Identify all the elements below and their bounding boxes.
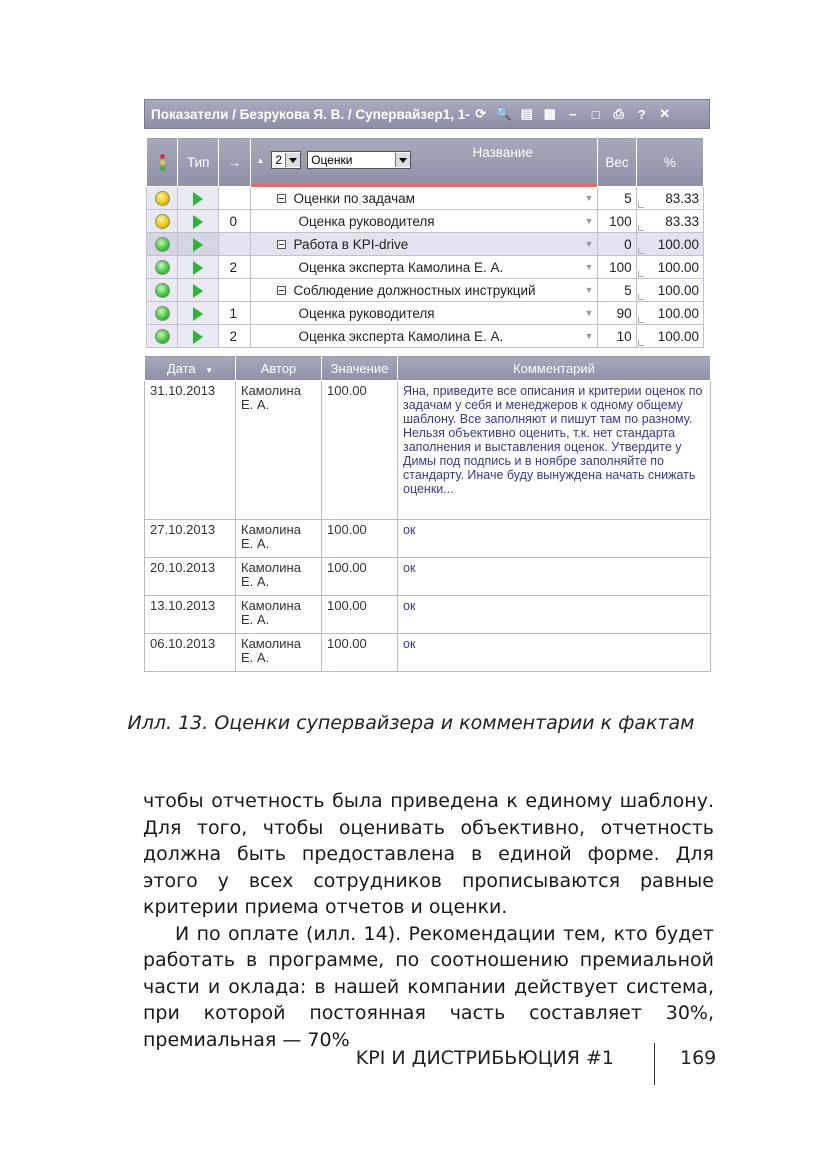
date-cell: 13.10.2013 <box>145 596 236 634</box>
print-icon[interactable]: ⎙ <box>613 106 624 121</box>
body-text <box>143 788 714 1053</box>
status-light <box>147 325 178 348</box>
chevron-down-icon[interactable]: ▼ <box>584 262 594 272</box>
value-header[interactable]: Значение <box>322 356 398 381</box>
kpi-row[interactable] <box>147 210 704 233</box>
percent-cell <box>636 279 703 302</box>
comment-cell: Яна, приведите все описания и критерии оценок по задачам у себя и менеджеров к одному общему шаблону. Все заполняют и пишут там по разному. Нельзя объективно оценить, т.к. нет стандарта заполнения и выставления оценок. Утвердите у Димы под подпись и в ноябре заполняйте по стандарту. Иначе буду вынуждена начать снижать оценки... <box>398 381 711 520</box>
name-header-label: Название <box>472 145 533 160</box>
comment-header[interactable]: Комментарий <box>398 356 711 381</box>
chevron-down-icon[interactable]: ▼ <box>584 331 594 341</box>
status-light <box>147 279 178 302</box>
author-cell: Камолина Е. А. <box>236 558 322 596</box>
filter-select[interactable] <box>307 151 411 169</box>
type-header[interactable]: Тип <box>178 138 219 187</box>
percent-value: 100.00 <box>657 259 699 275</box>
name-cell[interactable] <box>250 187 598 210</box>
running-footer-title: KPI И ДИСТРИБЬЮЦИЯ #1 <box>355 1047 614 1069</box>
percent-cell <box>636 325 703 348</box>
window-toolbar <box>474 107 672 121</box>
level-cell <box>219 233 250 256</box>
value-cell: 100.00 <box>322 596 398 634</box>
percent-cell <box>636 233 703 256</box>
comment-row[interactable] <box>145 520 711 558</box>
weight-header[interactable]: Вес <box>598 138 636 187</box>
author-cell: Камолина Е. А. <box>236 520 322 558</box>
chevron-down-icon[interactable]: ▼ <box>584 193 594 203</box>
window-title: Показатели / Безрукова Я. В. / Супервайзер1, 1- <box>151 106 470 122</box>
type-cell[interactable] <box>178 325 219 348</box>
level-cell: 0 <box>219 210 250 233</box>
type-cell[interactable] <box>178 279 219 302</box>
date-header[interactable] <box>145 356 236 381</box>
page-number: 169 <box>680 1047 717 1069</box>
comment-row[interactable] <box>145 381 711 520</box>
play-icon <box>193 261 203 275</box>
paragraph: И по оплате (илл. 14). Рекомендации тем, кто будет работать в программе, по соотношению премиальной части и оклада: в нашей компании действует система, при которой постоянная часть составляет 30%, премиальная — 70% <box>143 922 714 1051</box>
date-cell: 27.10.2013 <box>145 520 236 558</box>
yellow-status-icon <box>155 191 170 206</box>
kpi-row[interactable] <box>147 187 704 210</box>
weight-cell[interactable]: 5 <box>598 187 636 210</box>
type-cell[interactable] <box>178 256 219 279</box>
level-cell: 2 <box>219 256 250 279</box>
collapse-icon[interactable] <box>277 240 286 249</box>
weight-cell[interactable]: 10 <box>598 325 636 348</box>
kpi-row[interactable] <box>147 325 704 348</box>
search-icon[interactable]: 🔍 <box>495 106 512 121</box>
sort-up-icon[interactable]: ▲ <box>256 155 265 165</box>
green-status-icon <box>155 306 170 321</box>
comments-table <box>144 355 711 672</box>
green-status-icon <box>155 260 170 275</box>
play-icon <box>193 284 203 298</box>
play-icon <box>193 307 203 321</box>
percent-value: 83.33 <box>665 213 699 229</box>
refresh-icon[interactable]: ⟳ <box>475 106 487 121</box>
window-titlebar <box>144 99 710 129</box>
help-icon[interactable]: ? <box>637 106 646 122</box>
name-cell[interactable] <box>250 302 598 325</box>
weight-cell[interactable]: 90 <box>598 302 636 325</box>
comment-cell: ок <box>398 520 711 558</box>
green-status-icon <box>155 237 170 252</box>
kpi-name: Оценка эксперта Камолина Е. А. <box>298 328 504 344</box>
figure-caption: Илл. 13. Оценки супервайзера и комментарии к фактам <box>127 712 695 734</box>
traffic-light-header[interactable] <box>147 138 178 187</box>
date-cell: 31.10.2013 <box>145 381 236 520</box>
resize-corner-icon <box>638 248 644 254</box>
kpi-row[interactable] <box>147 256 704 279</box>
weight-cell[interactable]: 100 <box>598 256 636 279</box>
chevron-down-icon <box>395 153 410 167</box>
kpi-row[interactable] <box>147 233 704 256</box>
date-cell: 06.10.2013 <box>145 634 236 672</box>
csv-icon[interactable]: ▦ <box>543 106 556 121</box>
minimize-icon[interactable]: − <box>568 106 577 122</box>
type-cell[interactable] <box>178 233 219 256</box>
collapse-icon[interactable] <box>277 286 286 295</box>
comment-cell: ок <box>398 558 711 596</box>
green-status-icon <box>155 283 170 298</box>
play-icon <box>193 192 203 206</box>
kpi-window <box>144 99 710 672</box>
value-cell: 100.00 <box>322 634 398 672</box>
play-icon <box>193 330 203 344</box>
percent-value: 100.00 <box>657 328 699 344</box>
weight-cell[interactable]: 0 <box>598 233 636 256</box>
percent-cell <box>636 210 703 233</box>
weight-cell[interactable]: 5 <box>598 279 636 302</box>
date-cell: 20.10.2013 <box>145 558 236 596</box>
level-select-value: 2 <box>275 153 283 167</box>
type-cell[interactable] <box>178 302 219 325</box>
kpi-row[interactable] <box>147 279 704 302</box>
traffic-light-icon <box>148 154 176 171</box>
value-cell: 100.00 <box>322 381 398 520</box>
author-cell: Камолина Е. А. <box>236 596 322 634</box>
status-light <box>147 256 178 279</box>
comment-row[interactable] <box>145 596 711 634</box>
comment-cell: ок <box>398 634 711 672</box>
percent-value: 100.00 <box>657 282 699 298</box>
resize-corner-icon <box>638 271 644 277</box>
weight-cell[interactable]: 100 <box>598 210 636 233</box>
green-status-icon <box>155 329 170 344</box>
name-cell[interactable] <box>250 210 598 233</box>
percent-cell <box>636 302 703 325</box>
author-header[interactable]: Автор <box>236 356 322 381</box>
chevron-down-icon <box>285 153 300 167</box>
percent-value: 100.00 <box>657 236 699 252</box>
level-cell <box>219 279 250 302</box>
value-cell: 100.00 <box>322 520 398 558</box>
collapse-icon[interactable] <box>277 194 286 203</box>
resize-corner-icon <box>638 202 644 208</box>
kpi-name: Оценки по задачам <box>293 190 415 206</box>
header-red-underline <box>251 184 598 187</box>
play-icon <box>193 238 203 252</box>
name-cell[interactable] <box>250 325 598 348</box>
comment-row[interactable] <box>145 558 711 596</box>
resize-corner-icon <box>638 317 644 323</box>
comment-row[interactable] <box>145 634 711 672</box>
resize-corner-icon <box>638 340 644 346</box>
paragraph: чтобы отчетность была приведена к единому шаблону. Для того, чтобы оценивать объективно, отчетность должна быть предоставлена в единой форме. Для этого у всех сотрудников прописываются равные критерии приема отчетов и оценки. <box>143 790 714 918</box>
kpi-name: Оценка руководителя <box>298 305 435 321</box>
status-light <box>147 302 178 325</box>
maximize-icon[interactable]: □ <box>591 106 600 122</box>
footer-divider <box>654 1043 655 1085</box>
level-cell <box>219 187 250 210</box>
resize-corner-icon <box>638 294 644 300</box>
chevron-down-icon[interactable]: ▼ <box>584 285 594 295</box>
value-cell: 100.00 <box>322 558 398 596</box>
close-icon[interactable]: ✕ <box>659 106 671 121</box>
list-icon[interactable]: ▤ <box>520 106 533 121</box>
author-cell: Камолина Е. А. <box>236 381 322 520</box>
play-icon <box>193 215 203 229</box>
type-cell[interactable] <box>178 187 219 210</box>
name-header[interactable] <box>250 138 598 187</box>
level-header[interactable]: → <box>219 138 250 187</box>
percent-value: 83.33 <box>665 190 699 206</box>
percent-value: 100.00 <box>657 305 699 321</box>
kpi-row[interactable] <box>147 302 704 325</box>
kpi-name: Соблюдение должностных инструкций <box>293 282 536 298</box>
level-cell: 2 <box>219 325 250 348</box>
author-cell: Камолина Е. А. <box>236 634 322 672</box>
chevron-down-icon[interactable]: ▼ <box>584 239 594 249</box>
name-cell[interactable] <box>250 233 598 256</box>
level-cell: 1 <box>219 302 250 325</box>
status-light <box>147 233 178 256</box>
comment-cell: ок <box>398 596 711 634</box>
level-select[interactable] <box>271 151 301 169</box>
resize-corner-icon <box>638 225 644 231</box>
kpi-name: Оценка эксперта Камолина Е. А. <box>298 259 504 275</box>
date-header-label: Дата <box>166 360 196 376</box>
kpi-name: Оценка руководителя <box>298 213 435 229</box>
type-cell[interactable] <box>178 210 219 233</box>
percent-cell <box>636 256 703 279</box>
yellow-status-icon <box>155 214 170 229</box>
status-light <box>147 210 178 233</box>
name-cell[interactable] <box>250 279 598 302</box>
name-cell[interactable] <box>250 256 598 279</box>
chevron-down-icon[interactable]: ▼ <box>584 308 594 318</box>
percent-header[interactable]: % <box>636 138 703 187</box>
sort-down-icon: ▼ <box>205 365 214 375</box>
filter-select-value: Оценки <box>311 153 353 167</box>
kpi-table <box>146 137 704 348</box>
status-light <box>147 187 178 210</box>
chevron-down-icon[interactable]: ▼ <box>584 216 594 226</box>
kpi-name: Работа в KPI-drive <box>293 236 409 252</box>
percent-cell <box>636 187 703 210</box>
